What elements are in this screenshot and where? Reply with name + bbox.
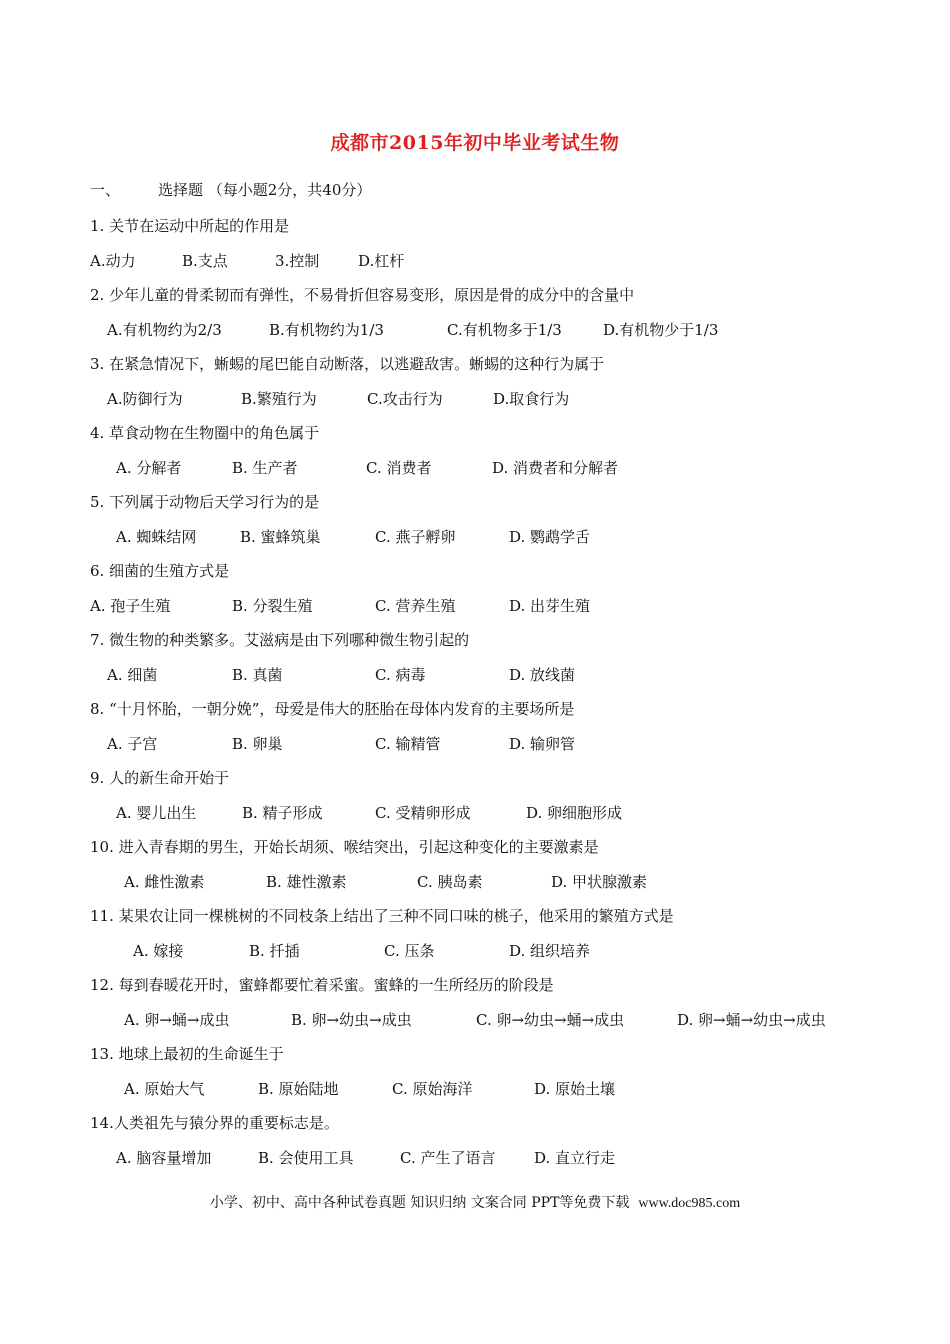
option-c: C. 燕子孵卵 (375, 528, 456, 546)
option-a: A. 嫁接 (133, 942, 184, 960)
option-a: A. 子宫 (107, 735, 158, 753)
option-c: C. 病毒 (375, 666, 426, 684)
option-c: C. 产生了语言 (400, 1149, 496, 1167)
option-d: D.杠杆 (358, 252, 405, 270)
question-11: 11. 某果农让同一棵桃树的不同枝条上结出了三种不同口味的桃子，他采用的繁殖方式是 (90, 907, 674, 925)
option-c: C. 消费者 (366, 459, 432, 477)
option-b: B. 生产者 (232, 459, 298, 477)
option-d: D. 放线菌 (509, 666, 576, 684)
option-b: B. 会使用工具 (258, 1149, 354, 1167)
option-b: B.支点 (182, 252, 228, 270)
option-c: C.攻击行为 (367, 390, 443, 408)
option-a: A.防御行为 (107, 390, 183, 408)
option-d: D. 甲状腺激素 (551, 873, 648, 891)
option-a: A. 雌性激素 (124, 873, 205, 891)
option-c: C. 胰岛素 (417, 873, 483, 891)
question-10: 10. 进入青春期的男生，开始长胡须、喉结突出，引起这种变化的主要激素是 (90, 838, 599, 856)
option-c: C. 原始海洋 (392, 1080, 473, 1098)
option-c: C. 营养生殖 (375, 597, 456, 615)
option-c: C. 压条 (384, 942, 435, 960)
footer-text: 小学、初中、高中各种试卷真题 知识归纳 文案合同 PPT等免费下载 (209, 1195, 630, 1211)
option-d: D. 出芽生殖 (509, 597, 591, 615)
question-1: 1. 关节在运动中所起的作用是 (90, 217, 290, 235)
option-b: B. 扦插 (249, 942, 300, 960)
page-footer (0, 1192, 950, 1212)
option-a: A.有机物约为2/3 (107, 321, 222, 339)
question-9: 9. 人的新生命开始于 (90, 769, 230, 787)
option-d: D. 卵→蛹→幼虫→成虫 (677, 1011, 826, 1029)
option-b: B.繁殖行为 (241, 390, 317, 408)
option-b: B.有机物约为1/3 (269, 321, 384, 339)
option-c: C. 输精管 (375, 735, 441, 753)
section-number: 一、 (90, 181, 121, 199)
option-a: A. 蜘蛛结网 (116, 528, 197, 546)
option-a: A. 脑容量增加 (116, 1149, 212, 1167)
option-d: D. 卵细胞形成 (526, 804, 623, 822)
option-b: B. 蜜蜂筑巢 (240, 528, 321, 546)
option-a: A. 细菌 (107, 666, 158, 684)
option-b: B. 分裂生殖 (232, 597, 313, 615)
option-c: C.有机物多于1/3 (447, 321, 562, 339)
option-d: D. 消费者和分解者 (492, 459, 619, 477)
option-b: B. 雄性激素 (266, 873, 347, 891)
option-d: D. 原始土壤 (534, 1080, 616, 1098)
option-a: A. 分解者 (116, 459, 182, 477)
option-c: 3.控制 (275, 252, 320, 270)
option-d: D.取食行为 (493, 390, 570, 408)
option-b: B. 卵→幼虫→成虫 (291, 1011, 412, 1029)
page-title: 成都市2015年初中毕业考试生物 (330, 132, 620, 154)
option-d: D. 输卵管 (509, 735, 576, 753)
option-a: A. 卵→蛹→成虫 (124, 1011, 230, 1029)
question-4: 4. 草食动物在生物圈中的角色属于 (90, 424, 320, 442)
section-heading (90, 180, 371, 200)
option-a: A.动力 (90, 252, 136, 270)
option-b: B. 精子形成 (242, 804, 323, 822)
option-c: C. 卵→幼虫→蛹→成虫 (476, 1011, 625, 1029)
question-8: 8. “十月怀胎，一朝分娩”，母爱是伟大的胚胎在母体内发育的主要场所是 (90, 700, 575, 718)
option-d: D. 直立行走 (534, 1149, 616, 1167)
option-d: D. 组织培养 (509, 942, 591, 960)
question-12: 12. 每到春暖花开时，蜜蜂都要忙着采蜜。蜜蜂的一生所经历的阶段是 (90, 976, 554, 994)
section-title: 选择题 （每小题2分，共40分） (158, 181, 372, 199)
question-3: 3. 在紧急情况下，蜥蜴的尾巴能自动断落，以逃避敌害。蜥蜴的这种行为属于 (90, 355, 605, 373)
option-a: A. 孢子生殖 (90, 597, 171, 615)
question-7: 7. 微生物的种类繁多。艾滋病是由下列哪种微生物引起的 (90, 631, 470, 649)
option-c: C. 受精卵形成 (375, 804, 471, 822)
question-13: 13. 地球上最初的生命诞生于 (90, 1045, 284, 1063)
option-d: D.有机物少于1/3 (603, 321, 719, 339)
option-b: B. 卵巢 (232, 735, 283, 753)
footer-link[interactable]: www.doc985.com (638, 1196, 741, 1211)
question-5: 5. 下列属于动物后天学习行为的是 (90, 493, 320, 511)
question-2: 2. 少年儿童的骨柔韧而有弹性，不易骨折但容易变形，原因是骨的成分中的含量中 (90, 286, 635, 304)
option-b: B. 真菌 (232, 666, 283, 684)
option-a: A. 原始大气 (124, 1080, 205, 1098)
option-d: D. 鹦鹉学舌 (509, 528, 591, 546)
option-b: B. 原始陆地 (258, 1080, 339, 1098)
question-14: 14.人类祖先与猿分界的重要标志是。 (90, 1114, 339, 1132)
question-6: 6. 细菌的生殖方式是 (90, 562, 230, 580)
option-a: A. 婴儿出生 (116, 804, 197, 822)
